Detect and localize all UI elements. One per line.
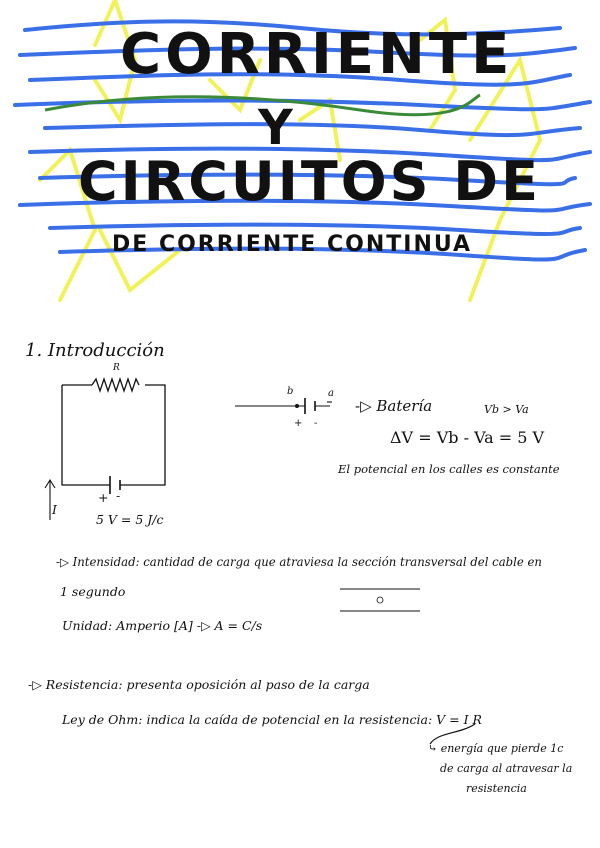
intensidad-line-2: 1 segundo	[60, 584, 126, 599]
battery-minus: -	[116, 488, 121, 503]
intensidad-unit: Unidad: Amperio [A] -▷ A = C/s	[62, 618, 263, 633]
battery-line-minus: -	[314, 418, 318, 429]
title-line-4: DE CORRIENTE CONTINUA	[112, 232, 473, 257]
battery-plus: +	[98, 490, 109, 505]
battery-line-plus: +	[294, 418, 303, 429]
cable-lines	[340, 589, 420, 611]
title-line-2: Y	[258, 100, 299, 156]
current-label: I	[52, 502, 57, 517]
resistor-label: R	[113, 363, 120, 373]
bateria-note: El potencial en los calles es constante	[338, 462, 560, 476]
voltage-caption: 5 V = 5 J/c	[96, 512, 164, 527]
terminal-a-label: a	[328, 388, 334, 399]
intensidad-line-1: -▷ Intensidad: cantidad de carga que atraviesa la sección transversal del cable en	[56, 555, 542, 569]
resistencia-note-2: de carga al atravesar la	[440, 762, 573, 775]
section-heading: 1. Introducción	[25, 340, 165, 361]
resistencia-line-1: -▷ Resistencia: presenta oposición al paso de la carga	[28, 677, 370, 692]
resistor-zigzag	[92, 379, 139, 391]
bateria-label: -▷ Batería	[355, 397, 433, 415]
battery-line-plates	[305, 398, 315, 414]
circuit-wire	[62, 385, 165, 485]
title-line-3: CIRCUITOS DE	[78, 150, 542, 213]
ohm-law: Ley de Ohm: indica la caída de potencial en la resistencia: V = I R	[62, 712, 482, 727]
bateria-condition: Vb > Va	[484, 403, 529, 416]
cable-cross-section	[340, 585, 425, 617]
title-line-1: CORRIENTE	[120, 22, 514, 87]
bateria-equation: ΔV = Vb - Va = 5 V	[390, 428, 545, 447]
ohm-arrow-curve	[430, 724, 475, 744]
terminal-b-label: b	[287, 386, 294, 397]
terminal-b-dot	[295, 404, 299, 408]
charge-dot	[377, 597, 383, 603]
resistencia-note-3: resistencia	[466, 782, 527, 795]
resistencia-note-1: ⤷ energía que pierde 1c	[428, 742, 564, 755]
